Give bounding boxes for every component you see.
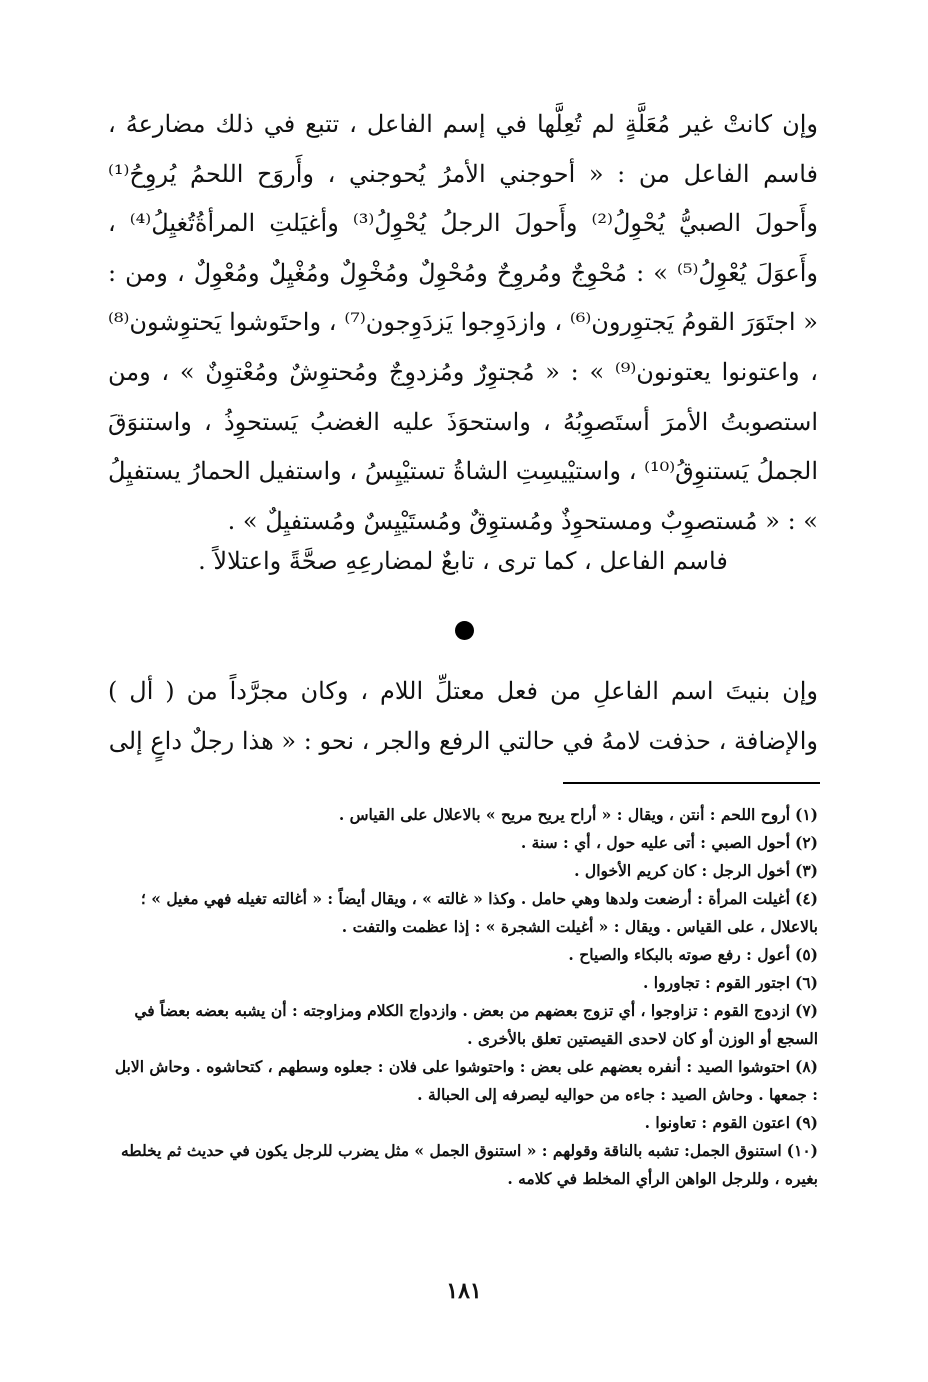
footnote-text: ازدوج القوم : تزاوجوا ، أي تزوج بعضهم من بعض . وازدواج الكلام ومزاوجته : أن يشبه بعضه بعضاً في السجع أو الوزن أو كان لاحدى القيصتين تعلق بالأخرى . — [134, 1001, 818, 1048]
page-number: ١٨١ — [446, 1278, 482, 1304]
footnote-number: (٨) — [794, 1057, 818, 1076]
footnote-item — [108, 997, 818, 1053]
footnote-number: (٣) — [794, 861, 818, 880]
section-separator-dot — [455, 621, 474, 640]
footnote-item — [108, 885, 818, 941]
footnote-item — [108, 1137, 818, 1193]
footnote-number: (٢) — [794, 833, 818, 852]
footnote-text: احتوشوا الصيد : أنفره بعضهم على بعض : واحتوشوا على فلان : جعلوه وسطهم ، كتحاشوه . وحاش الابل : جمعها . وحاش الصيد : جاءه من حواليه ليصرفه إلى الحبالة . — [114, 1057, 818, 1104]
footnote-item — [108, 1109, 818, 1137]
footnote-number: (٧) — [794, 1001, 818, 1020]
main-text-block — [108, 100, 818, 546]
footnote-text: أروح اللحم : أنتن ، ويقال : « أراح يريح مريح » بالاعلال على القياس . — [338, 805, 791, 824]
footnote-number: (٦) — [794, 973, 818, 992]
footnote-text: أحول الصبي : أتى عليه حول ، أي : سنة . — [520, 833, 791, 852]
footnote-number: (٤) — [794, 889, 818, 908]
footnote-item — [108, 801, 818, 829]
second-paragraph: وإن بنيتَ اسم الفاعلِ من فعل معتلِّ اللام ، وكان مجرَّداً من ( أل ) والإضافة ، حذفت لامهُ في حالتي الرفع والجر ، نحو : « هذا رجلٌ داعٍ إلى — [108, 677, 818, 755]
footnote-number: (١٠) — [786, 1141, 818, 1160]
footnote-item — [108, 857, 818, 885]
footnote-item — [108, 1053, 818, 1109]
footnote-number: (٥) — [794, 945, 818, 964]
summary-line: فاسم الفاعل ، كما ترى ، تابعٌ لمضارعِهِ صحَّةً واعتلالاً . — [198, 547, 728, 575]
footnote-number: (١) — [794, 805, 818, 824]
footnote-text: أعول : رفع صوته بالبكاء والصياح . — [568, 945, 791, 964]
footnote-text: أخول الرجل : كان كريم الأخوال . — [574, 861, 791, 880]
footnote-divider — [563, 782, 820, 784]
second-text-block — [108, 667, 818, 766]
footnote-text: استنوق الجمل: تشبه بالناقة وقولهم : « استنوق الجمل » مثل يضرب للرجل يكون في حديث ثم يخلطه بغيره ، وللرجل الواهن الرأي المخلط في كلامه . — [120, 1141, 818, 1188]
footnote-item — [108, 829, 818, 857]
footnote-text: اجتور القوم : تجاوروا . — [643, 973, 791, 992]
footnote-text: اعتون القوم : تعاونوا . — [644, 1113, 791, 1132]
footnote-number: (٩) — [794, 1113, 818, 1132]
footnotes-list — [108, 801, 818, 1193]
main-paragraph: وإن كانتْ غير مُعَلَّةٍ لم تُعِلَّها في إسم الفاعل ، تتبع في ذلك مضارعهُ ، فاسم الفاعل من : « أحوجني الأمرُ يُحوجني ، وأَروَح اللحمُ يُروِحُ⁽¹⁾ وأَحولَ الصبيُّ يُحْوِلُ⁽²⁾ وأَحولَ الرجلُ يُحْوِلُ⁽³⁾ وأغيَلتِ المرأةُتُغيِلُ⁽⁴⁾ ، وأَعوَلَ يُعْوِلُ⁽⁵⁾ » : مُحْوِجٌ ومُروِحٌ ومُحْوِلٌ ومُخْوِلٌ ومُغْيِلٌ ومُعْوِلٌ ، ومن : « اجتَوَرَ القومُ يَجتوِرون⁽⁶⁾ ، وازدَوِجوا يَزدَوِجون⁽⁷⁾ ، واحتَوشوا يَحتوِشون⁽⁸⁾ ، واعتونوا يعتونون⁽⁹⁾ » : « مُجتوِرٌ ومُزدوِجٌ ومُحتوِشٌ ومُعْتوِنٌ » ، ومن استصوبتُ الأمرَ أستَصوِبُهُ ، واستحوَذَ عليه الغضبُ يَستحوِذُ ، واستنوَقَ الجملُ يَستنوِقُ⁽¹⁰⁾ ، واستيْيسِتِ الشاةُ تستيْيِسُ ، واستفيل الحمارُ يستفيِلُ » : « مُستصوِبٌ ومستحوِذٌ ومُستوِقٌ ومُستَيْيِسٌ ومُستفيِلٌ » . — [108, 110, 819, 535]
footnote-text: أغيلت المرأة : أرضعت ولدها وهي حامل . وكذا « غالته » ، ويقال أيضاً : « أغالته تغيله فهي مغيل » ؛ بالاعلال ، على القياس . ويقال : « أغيلت الشجرة » : إذا عظمت والتفت . — [140, 889, 818, 936]
footnote-item — [108, 941, 818, 969]
footnote-item — [108, 969, 818, 997]
